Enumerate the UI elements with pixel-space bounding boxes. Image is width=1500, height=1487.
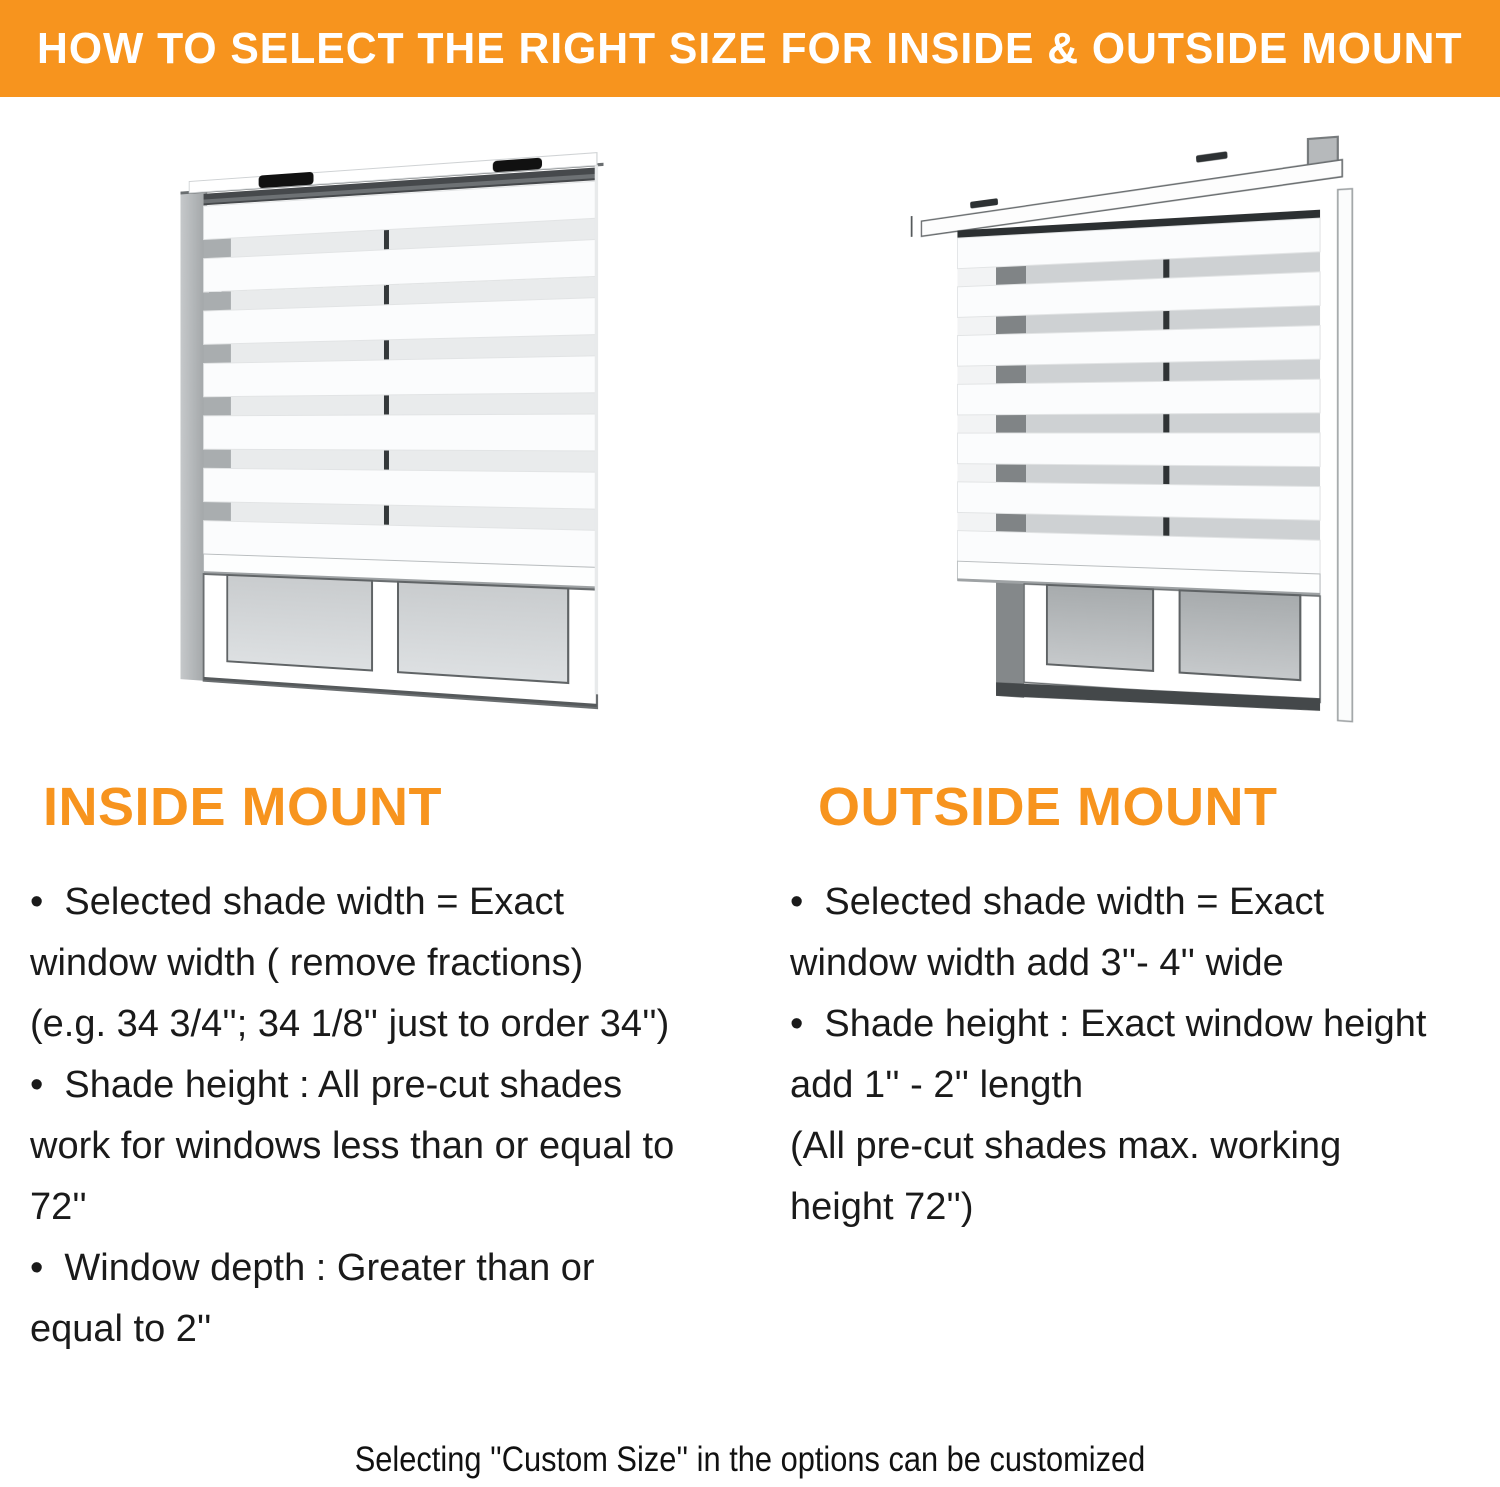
banner-title: HOW TO SELECT THE RIGHT SIZE FOR INSIDE & OUTSIDE MOUNT — [37, 23, 1463, 73]
bullet-line: • Shade height : Exact window height — [790, 1003, 1427, 1045]
inside-mount-text — [30, 872, 730, 1360]
text-line: add 1'' - 2'' length — [790, 1064, 1084, 1106]
text-line: (All pre-cut shades max. working — [790, 1125, 1342, 1167]
bullet-line: • Selected shade width = Exact — [790, 881, 1325, 923]
text-line: work for windows less than or equal to — [30, 1125, 675, 1167]
bullet-line: • Selected shade width = Exact — [30, 881, 565, 923]
text-line: height 72'') — [790, 1186, 974, 1228]
banner — [0, 0, 1500, 97]
outside-mount-window-svg — [909, 126, 1364, 743]
inside-mount-window-graphic — [180, 142, 603, 725]
text-line: 72'' — [30, 1186, 87, 1228]
outside-mount-heading: OUTSIDE MOUNT — [818, 777, 1278, 837]
text-line: equal to 2'' — [30, 1308, 212, 1350]
text-line: window width add 3''- 4'' wide — [790, 942, 1284, 984]
text-line: window width ( remove fractions) — [30, 942, 584, 984]
text-line: (e.g. 34 3/4''; 34 1/8'' just to order 34'') — [30, 1003, 670, 1045]
bullet-line: • Shade height : All pre-cut shades — [30, 1064, 623, 1106]
outside-mount-text — [790, 872, 1490, 1238]
custom-size-note: Selecting ''Custom Size'' in the options can be customized — [354, 1440, 1146, 1479]
inside-mount-window-svg — [180, 142, 603, 725]
outside-mount-window-graphic — [909, 126, 1364, 743]
bullet-line: • Window depth : Greater than or — [30, 1247, 595, 1289]
inside-mount-heading: INSIDE MOUNT — [43, 777, 443, 837]
